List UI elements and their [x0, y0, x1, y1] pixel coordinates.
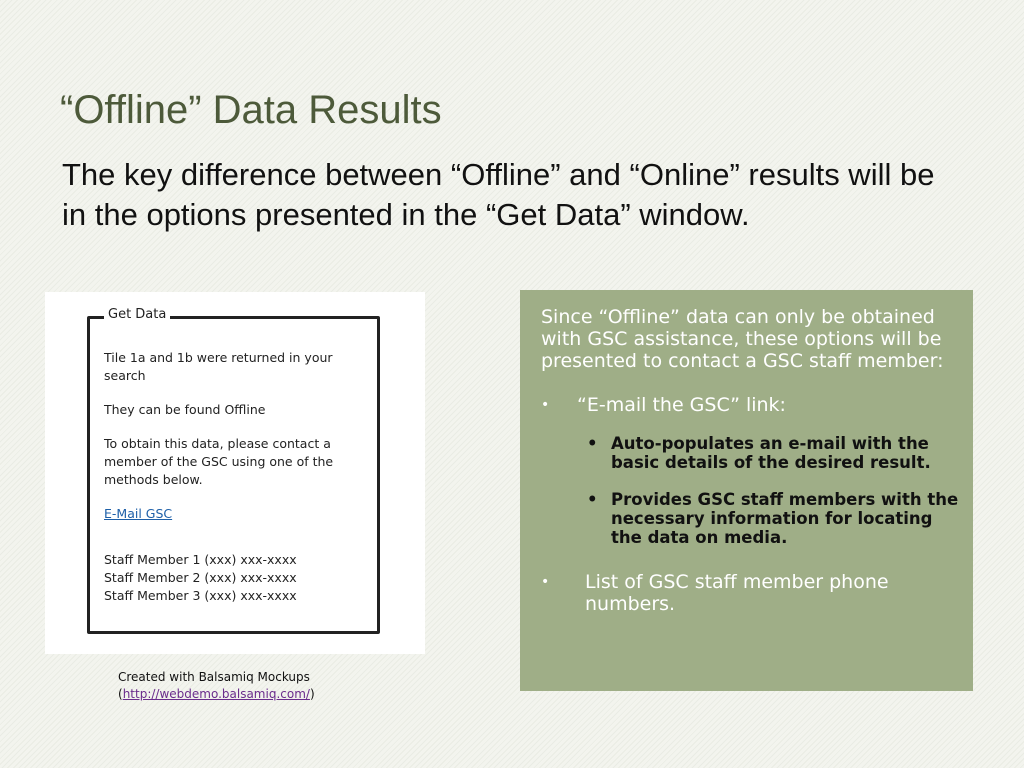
- bullet-icon: •: [541, 397, 550, 413]
- bullet-icon: •: [587, 490, 598, 509]
- caption-close-paren: ): [309, 687, 315, 701]
- dialog-body: [104, 349, 369, 605]
- bullet-icon: •: [587, 434, 598, 453]
- dialog-text-offline: They can be found Offline: [104, 402, 266, 417]
- info-intro: Since “Offline” data can only be obtained with GSC assistance, these options will be presented to contact a GSC staff member:: [541, 306, 944, 372]
- dialog-text-instructions: To obtain this data, please contact a member of the GSC using one of the methods below.: [104, 436, 334, 487]
- dialog-title: Get Data: [104, 307, 170, 322]
- bullet-icon: •: [541, 574, 550, 590]
- sub-bullet-autopopulate: [541, 434, 959, 472]
- email-gsc-link[interactable]: E-Mail GSC: [104, 506, 173, 521]
- sub-bullet-provides-info: [541, 490, 959, 547]
- info-panel: [520, 290, 973, 691]
- bullet-email-link: [541, 394, 959, 416]
- caption-line: Created with Balsamiq Mockups: [118, 670, 310, 684]
- caption-open-paren: (: [118, 687, 123, 701]
- dialog-text-results: Tile 1a and 1b were returned in your search: [104, 350, 333, 383]
- get-data-dialog: [87, 307, 380, 634]
- balsamiq-url-link[interactable]: http://webdemo.balsamiq.com/: [122, 687, 310, 701]
- mockup-image: [45, 292, 425, 654]
- staff-row: Staff Member 1 (xxx) xxx-xxxx: [104, 552, 297, 567]
- lead-text: The key difference between “Offline” and “Online” results will be in the options presented in the “Get Data” window.: [62, 157, 935, 232]
- slide-title: “Offline” Data Results: [60, 88, 442, 132]
- bullet-text: “E-mail the GSC” link:: [577, 394, 786, 416]
- staff-row: Staff Member 3 (xxx) xxx-xxxx: [104, 588, 297, 603]
- bullet-phone-list: [541, 571, 959, 615]
- caption-url-line: [118, 686, 315, 703]
- sub-bullet-text: Provides GSC staff members with the necessary information for locating the data on media.: [611, 490, 959, 547]
- staff-row: Staff Member 2 (xxx) xxx-xxxx: [104, 570, 297, 585]
- bullet-text: List of GSC staff member phone numbers.: [585, 571, 889, 615]
- mockup-caption: [118, 669, 315, 703]
- sub-bullet-text: Auto-populates an e-mail with the basic details of the desired result.: [611, 434, 931, 472]
